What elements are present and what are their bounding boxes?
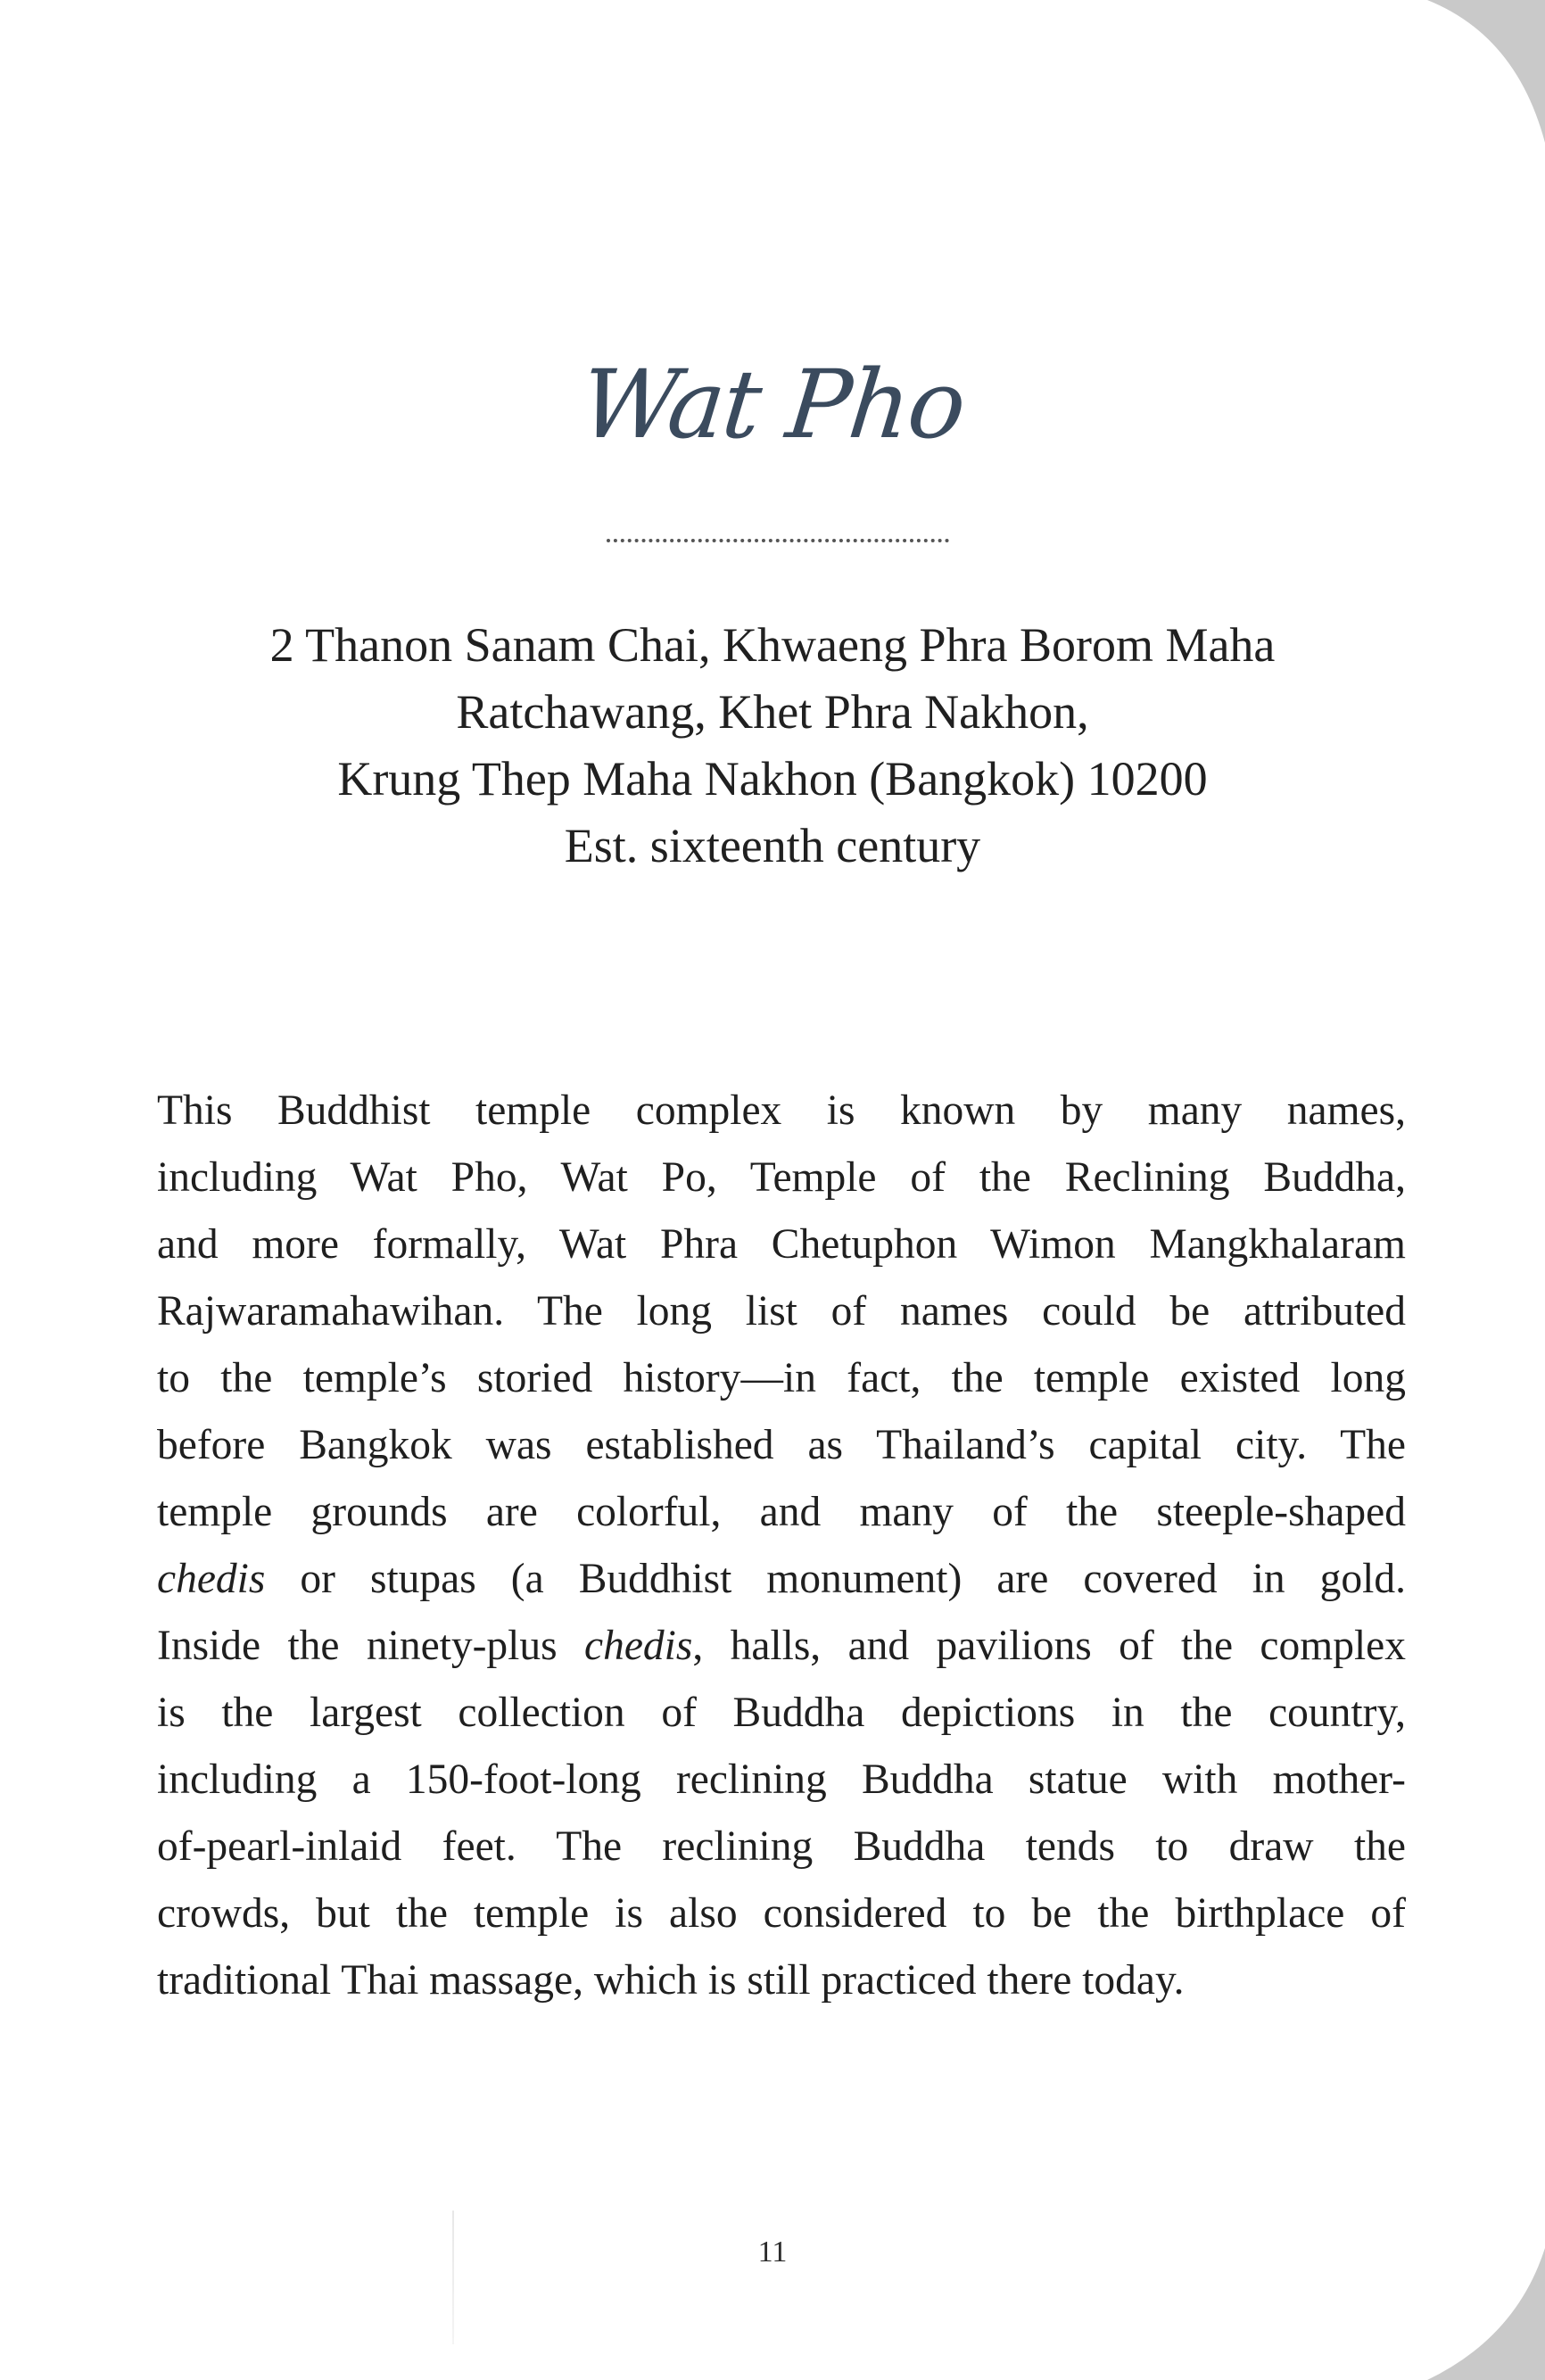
body-line: traditional Thai massage, which is still practiced there today. <box>157 1957 1185 2004</box>
body-line: is the largest collection of Buddha depictions in the country, <box>157 1690 1406 1736</box>
italic-term: chedis <box>157 1556 266 1602</box>
scan-gutter-mark <box>452 2211 454 2344</box>
address-block <box>143 612 1402 880</box>
body-line: of-pearl-inlaid feet. The reclining Buddha tends to draw the <box>157 1823 1406 1870</box>
italic-term: chedis <box>583 1623 693 1669</box>
body-line: crowds, but the temple is also considered to be the birthplace of <box>157 1890 1406 1937</box>
body-line: Inside the ninety-plus chedis, halls, and pavilions of the complex <box>157 1623 1406 1669</box>
page-title: Wat Pho <box>575 350 970 459</box>
page-number: 11 <box>757 2235 788 2268</box>
address-line: Krung Thep Maha Nakhon (Bangkok) 10200 <box>337 752 1208 806</box>
body-line: chedis or stupas (a Buddhist monument) are covered in gold. <box>157 1556 1406 1602</box>
address-line: 2 Thanon Sanam Chai, Khwaeng Phra Borom Maha <box>269 618 1276 672</box>
body-line: before Bangkok was established as Thailand’s capital city. The <box>157 1422 1406 1468</box>
body-line: This Buddhist temple complex is known by many names, <box>157 1087 1406 1134</box>
body-line: to the temple’s storied history—in fact, the temple existed long <box>157 1355 1406 1401</box>
body-line: including Wat Pho, Wat Po, Temple of the Reclining Buddha, <box>157 1154 1406 1201</box>
established-line: Est. sixteenth century <box>564 819 981 872</box>
body-line: and more formally, Wat Phra Chetuphon Wimon Mangkhalaram <box>157 1221 1406 1268</box>
title-divider <box>607 539 949 542</box>
body-line: Rajwaramahawihan. The long list of names could be attributed <box>157 1288 1406 1335</box>
body-line: temple grounds are colorful, and many of the steeple-shaped <box>157 1489 1406 1535</box>
body-paragraph <box>157 1078 1406 2014</box>
address-line: Ratchawang, Khet Phra Nakhon, <box>456 685 1089 739</box>
body-line: including a 150-foot-long reclining Buddha statue with mother- <box>157 1756 1406 1803</box>
